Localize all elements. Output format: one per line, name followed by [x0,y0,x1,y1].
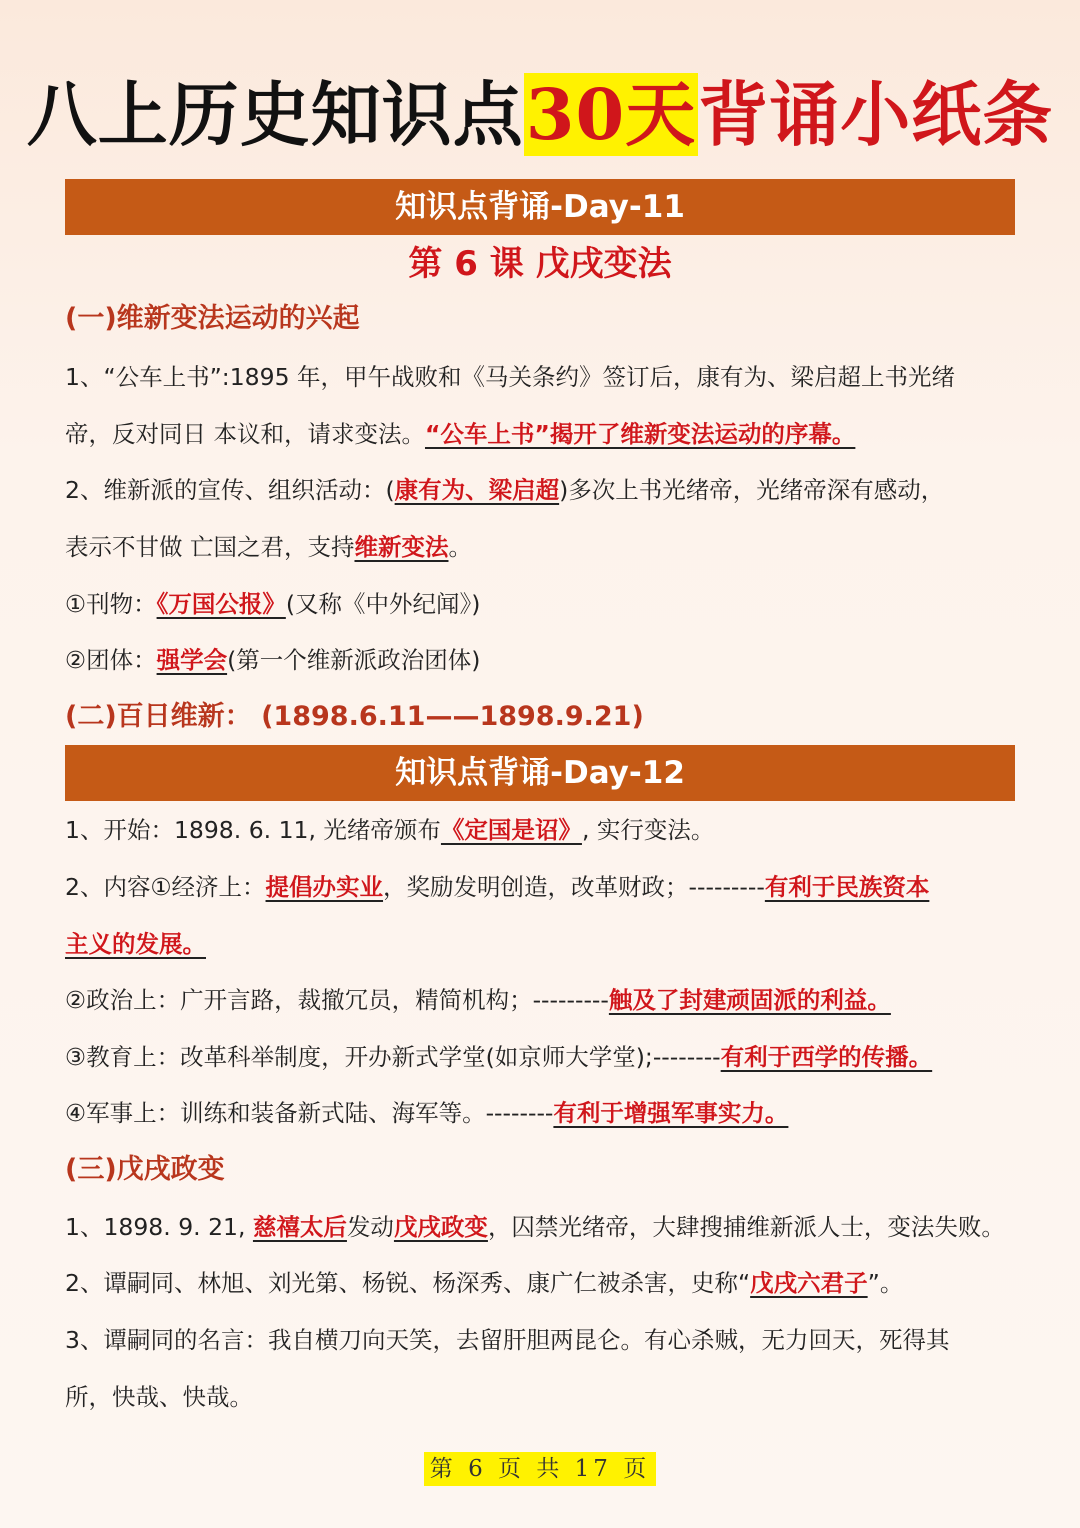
title-part2-highlight: 30天 [525,73,697,156]
d12-line-5: ③教育上：改革科举制度，开办新式学堂(如京师大学堂);--------有利于西学的传播。 [65,1043,933,1071]
d12-line-2: 2、内容①经济上：提倡办实业，奖励发明创造，改革财政；---------有利于民族资本 [65,873,930,901]
section-1-heading: (一)维新变法运动的兴起 [65,303,360,334]
key-wuxu-zhengbian: 戊戌政变 [393,1213,488,1241]
d12-line-10: 所，快哉、快哉。 [65,1383,253,1411]
key-dingguoshi-zhao: 《定国是诏》 [440,816,582,844]
d11-line-6: ②团体：强学会(第一个维新派政治团体) [65,646,481,674]
key-zhuyi-fazhan: 主义的发展。 [65,930,206,958]
key-fengjian-liyi: 触及了封建顽固派的利益。 [608,986,891,1014]
d12-line-8: 2、谭嗣同、林旭、刘光第、杨锐、杨深秀、康广仁被杀害，史称“戊戌六君子”。 [65,1269,904,1297]
day12-header-bar: 知识点背诵-Day-12 [65,745,1015,801]
d11-line-5: ①刊物：《万国公报》(又称《中外纪闻》) [65,590,481,618]
d11-line-3: 2、维新派的宣传、组织活动：(康有为、梁启超)多次上书光绪帝，光绪帝深有感动， [65,476,945,504]
d12-line-6: ④军事上：训练和装备新式陆、海军等。--------有利于增强军事实力。 [65,1099,789,1127]
page-title [0,60,1080,170]
section-3-heading: (三)戊戌政变 [65,1154,225,1185]
d11-line-4: 表示不甘做 亡国之君，支持维新变法。 [65,533,472,561]
page-footer [0,1452,1080,1486]
d12-line-1: 1、开始：1898. 6. 11, 光绪帝颁布《定国是诏》, 实行变法。 [65,816,715,844]
d12-line-9: 3、谭嗣同的名言：我自横刀向天笑，去留肝胆两昆仑。有心杀贼，无力回天，死得其 [65,1326,950,1354]
d11-line-2: 帝，反对同日 本议和，请求变法。“公车上书”揭开了维新变法运动的序幕。 [65,420,856,448]
key-minzu-ziben: 有利于民族资本 [764,873,930,901]
d12-line-7: 1、1898. 9. 21, 慈禧太后发动戊戌政变，囚禁光绪帝，大肆搜捕维新派人士，变法失败。 [65,1213,1005,1241]
key-cixi: 慈禧太后 [252,1213,347,1241]
key-xixue-chuanbo: 有利于西学的传播。 [720,1043,933,1071]
key-wanguo-gongbao: 《万国公报》 [156,590,286,618]
key-kang-liang: 康有为、梁启超 [394,476,560,504]
title-part3: 背诵小纸条 [698,73,1054,156]
key-weixin-bianfa: 维新变法 [354,533,449,561]
d12-line-3 [65,924,1020,964]
day11-header-bar: 知识点背诵-Day-11 [65,179,1015,235]
key-junshi-shili: 有利于增强军事实力。 [553,1099,789,1127]
key-gongche-shangshu: “公车上书”揭开了维新变法运动的序幕。 [424,420,856,448]
page-number: 第 6 页 共 17 页 [424,1452,656,1486]
key-qiangxuehui: 强学会 [156,646,228,674]
title-part1: 八上历史知识点 [26,73,524,156]
section-2-heading: (二)百日维新： (1898.6.11——1898.9.21) [65,701,644,732]
key-liujunzi: 戊戌六君子 [750,1269,868,1297]
d12-line-4: ②政治上：广开言路，裁撤冗员，精简机构；---------触及了封建顽固派的利益。 [65,986,891,1014]
key-tichang-shiye: 提倡办实业 [265,873,384,901]
lesson-title: 第 6 课 戊戌变法 [408,244,672,284]
d11-line-1: 1、“公车上书”:1895 年，甲午战败和《马关条约》签订后，康有为、梁启超上书光绪 [65,363,955,391]
